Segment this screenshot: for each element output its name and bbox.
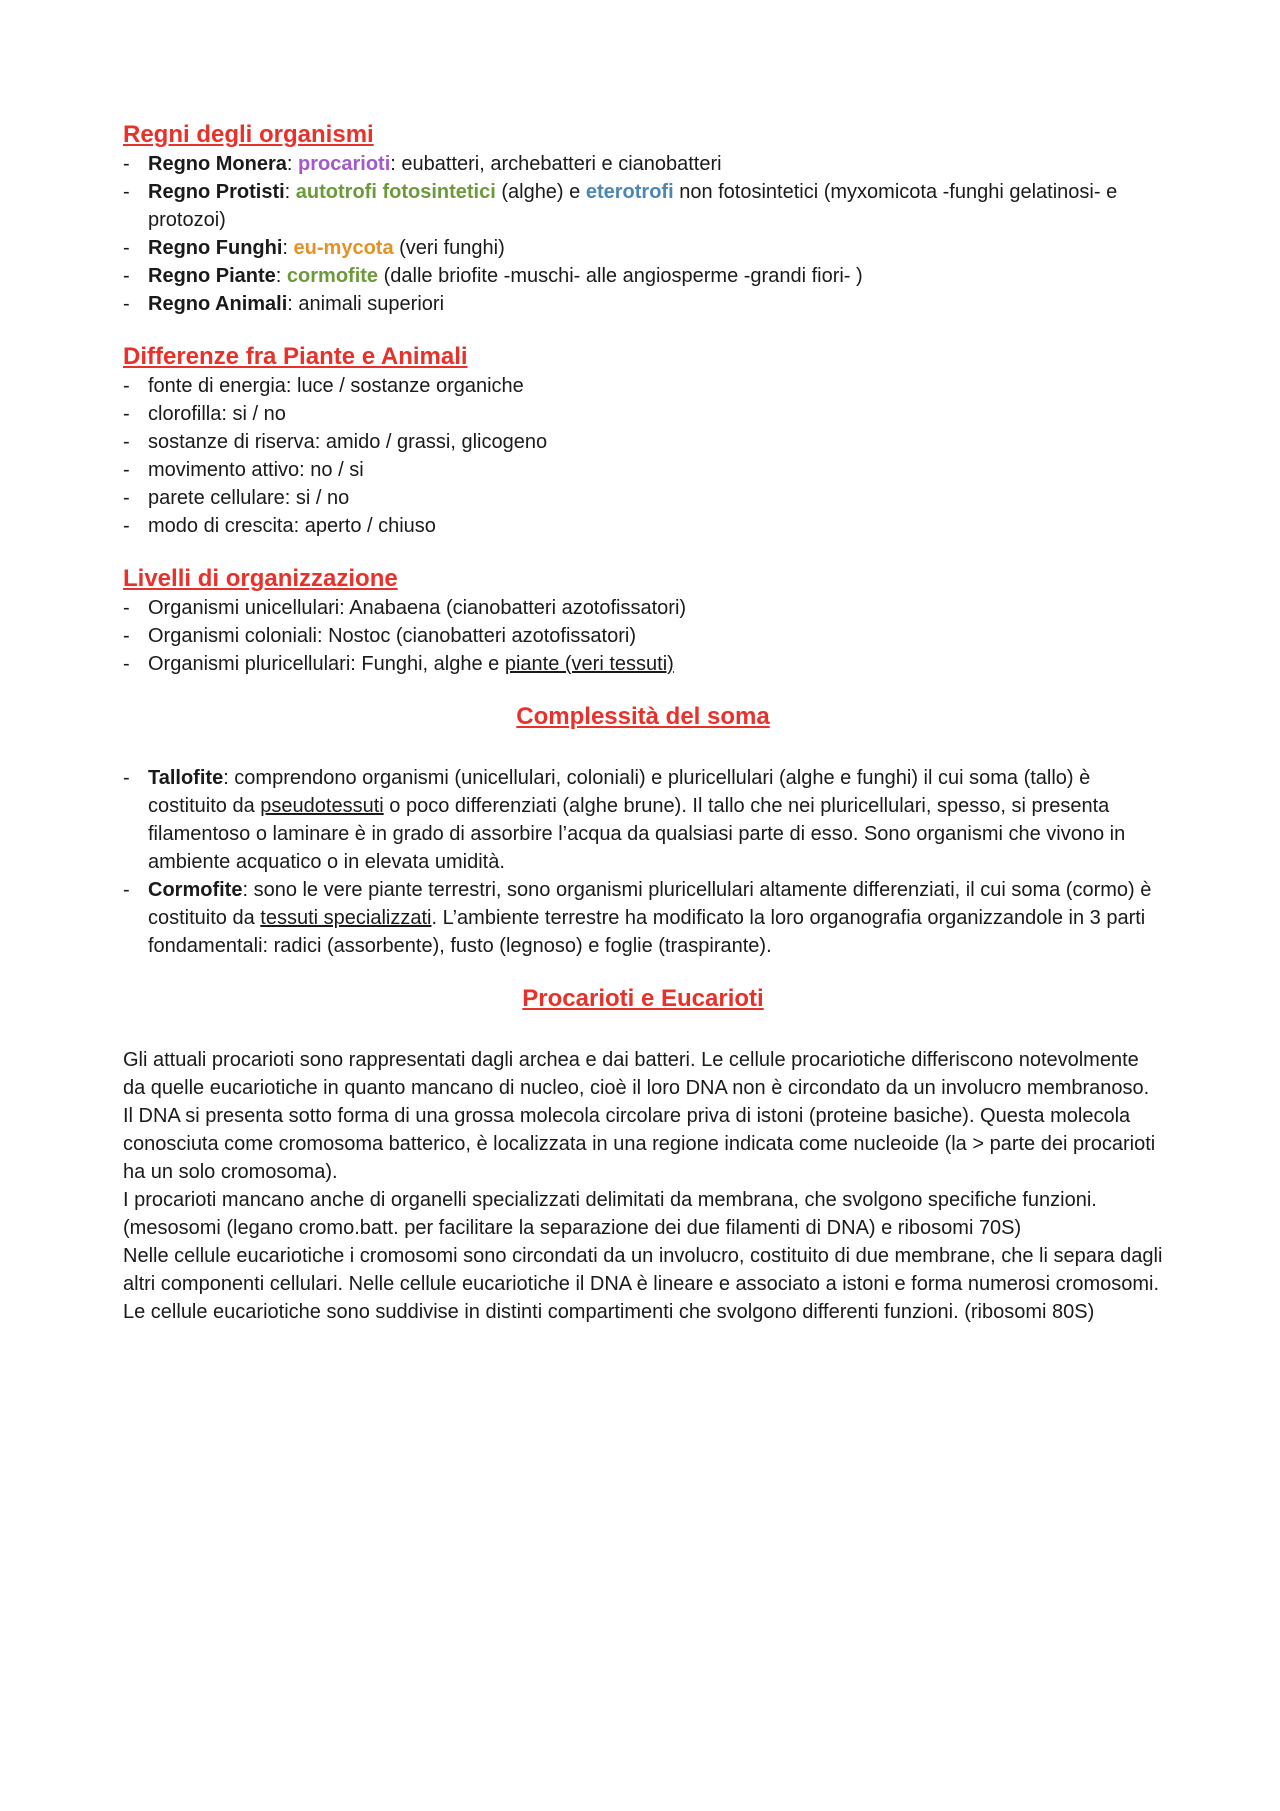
section-title-regni: Regni degli organismi <box>123 121 374 148</box>
list-item: - Regno Protisti: autotrofi fotosintetici (alghe) e eterotrofi non fotosintetici (myxomicota -funghi gelatinosi- e protozoi) <box>123 178 1163 234</box>
section-title-differenze: Differenze fra Piante e Animali <box>123 343 468 370</box>
list-item: - fonte di energia: luce / sostanze organiche <box>123 372 1163 400</box>
list-item: - Tallofite: comprendono organismi (unicellulari, coloniali) e pluricellulari (alghe e funghi) il cui soma (tallo) è costituito da pseudotessuti o poco differenziati (alghe brune). Il tallo che nei pluricellulari, spesso, si presenta filamentoso o laminare è in grado di assorbire l’acqua da qualsiasi parte di esso. Sono organismi che vivono in ambiente acquatico o in elevata umidità. <box>123 764 1163 876</box>
regni-list <box>123 150 1163 318</box>
list-item: - sostanze di riserva: amido / grassi, glicogeno <box>123 428 1163 456</box>
list-item: - Regno Monera: procarioti: eubatteri, archebatteri e cianobatteri <box>123 150 1163 178</box>
document-page <box>123 120 1163 1326</box>
differenze-list <box>123 372 1163 540</box>
livelli-list <box>123 594 1163 678</box>
list-item: - Organismi unicellulari: Anabaena (cianobatteri azotofissatori) <box>123 594 1163 622</box>
list-item: - clorofilla: si / no <box>123 400 1163 428</box>
list-item: - Cormofite: sono le vere piante terrestri, sono organismi pluricellulari altamente differenziati, il cui soma (cormo) è costituito da tessuti specializzati. L’ambiente terrestre ha modificato la loro organografia organizzandole in 3 parti fondamentali: radici (assorbente), fusto (legnoso) e foglie (traspirante). <box>123 876 1163 960</box>
list-item: - Regno Piante: cormofite (dalle briofite -muschi- alle angiosperme -grandi fiori- ) <box>123 262 1163 290</box>
section-title-procarioti: Procarioti e Eucarioti <box>522 985 764 1012</box>
list-item: - modo di crescita: aperto / chiuso <box>123 512 1163 540</box>
list-item: - Regno Funghi: eu-mycota (veri funghi) <box>123 234 1163 262</box>
section-title-livelli: Livelli di organizzazione <box>123 565 398 592</box>
list-item: - Organismi pluricellulari: Funghi, alghe e piante (veri tessuti) <box>123 650 1163 678</box>
paragraph: Nelle cellule eucariotiche i cromosomi sono circondati da un involucro, costituito di due membrane, che li separa dagli altri componenti cellulari. Nelle cellule eucariotiche il DNA è lineare e associato a istoni e forma numerosi cromosomi. Le cellule eucariotiche sono suddivise in distinti compartimenti che svolgono differenti funzioni. (ribosomi 80S) <box>123 1245 1163 1323</box>
section-title-complessita: Complessità del soma <box>516 703 770 730</box>
list-item: - Regno Animali: animali superiori <box>123 290 1163 318</box>
paragraph: Gli attuali procarioti sono rappresentati dagli archea e dai batteri. Le cellule procariotiche differiscono notevolmente da quelle eucariotiche in quanto mancano di nucleo, cioè il loro DNA non è circondato da un involucro membranoso. Il DNA si presenta sotto forma di una grossa molecola circolare priva di istoni (proteine basiche). Questa molecola conosciuta come cromosoma batterico, è localizzata in una regione indicata come nucleoide (la > parte dei procarioti ha un solo cromosoma). <box>123 1049 1156 1183</box>
list-item: - parete cellulare: si / no <box>123 484 1163 512</box>
list-item: - Organismi coloniali: Nostoc (cianobatteri azotofissatori) <box>123 622 1163 650</box>
list-item: - movimento attivo: no / si <box>123 456 1163 484</box>
complessita-list <box>123 764 1163 960</box>
paragraph: I procarioti mancano anche di organelli specializzati delimitati da membrana, che svolgono specifiche funzioni. (mesosomi (legano cromo.batt. per facilitare la separazione dei due filamenti di DNA) e ribosomi 70S) <box>123 1189 1097 1239</box>
